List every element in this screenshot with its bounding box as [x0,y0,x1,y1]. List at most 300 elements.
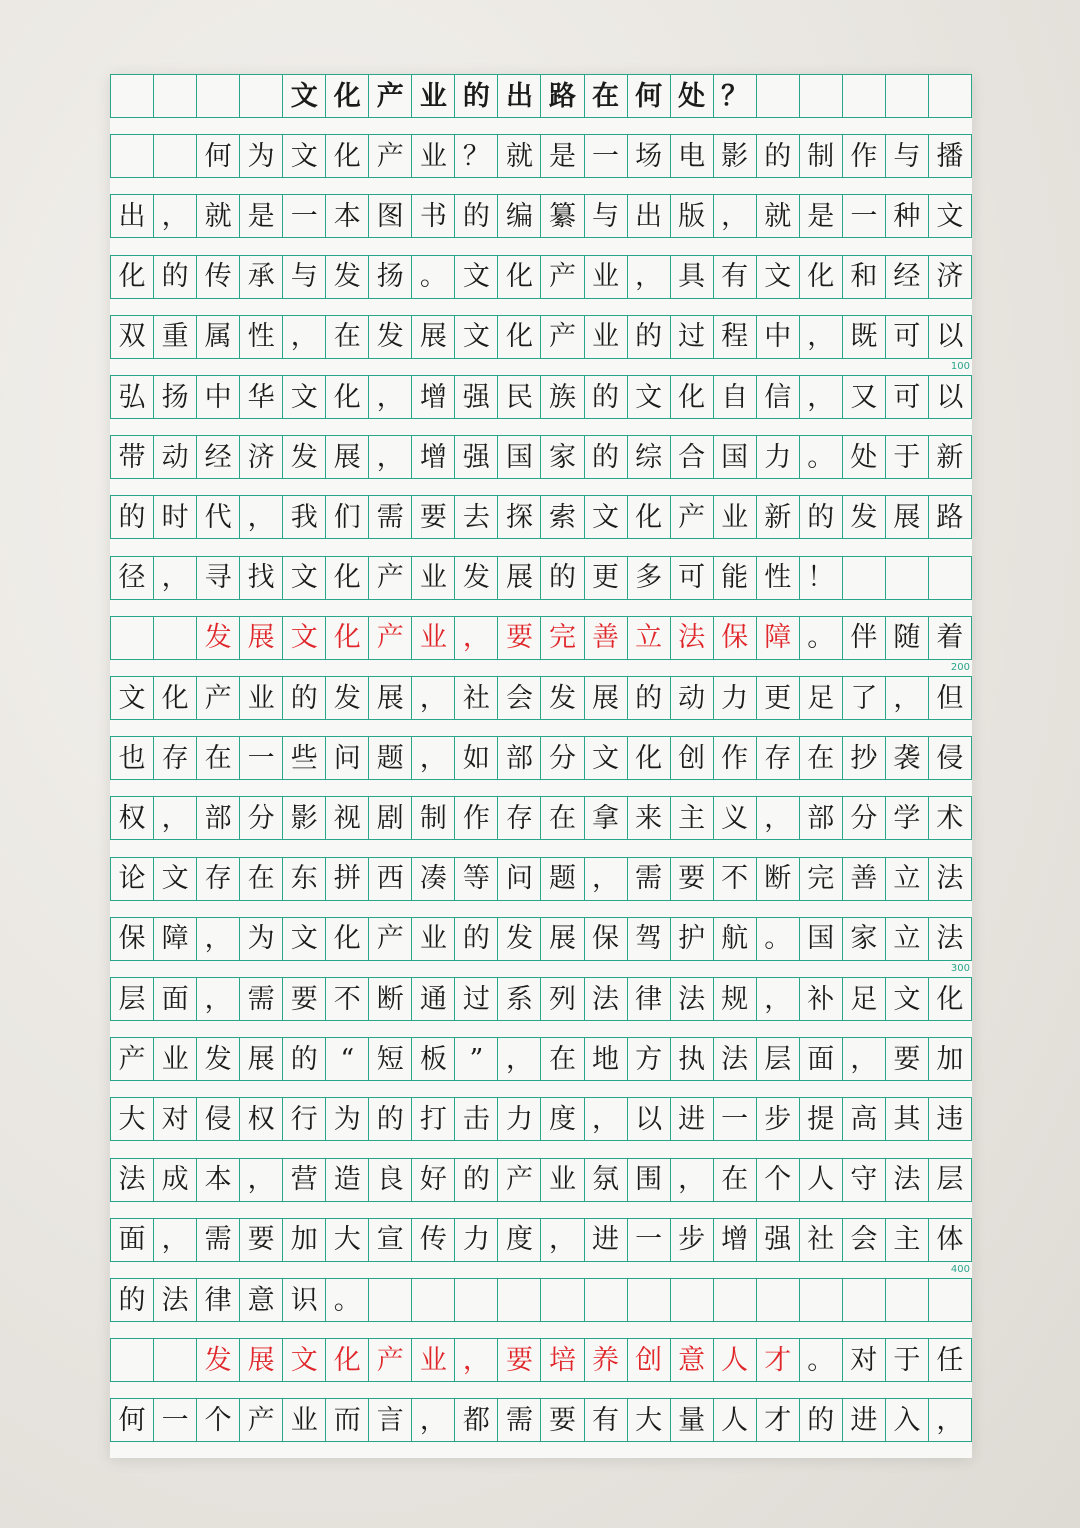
character-cell: 创 [670,737,713,779]
character-cell: ， [153,557,196,599]
empty-cell [411,1279,454,1321]
character-cell: 过 [454,978,497,1020]
text-row [110,676,972,720]
text-row [110,1218,972,1262]
character-cell: 护 [670,918,713,960]
character-cell: 在 [713,1159,756,1201]
character-cell: 拿 [584,797,627,839]
character-cell: 发 [282,436,325,478]
character-cell: 文 [153,858,196,900]
character-cell: 养 [584,1339,627,1381]
character-cell: 就 [497,135,540,177]
character-cell: 找 [239,557,282,599]
character-cell: 的 [118,1284,146,1316]
empty-cell [799,1279,842,1321]
character-cell: 良 [368,1159,411,1201]
character-cell: 大 [325,1219,368,1261]
character-cell: 步 [756,1098,799,1140]
character-cell: 发 [368,316,411,358]
character-cell: 宣 [368,1219,411,1261]
character-cell: 识 [282,1279,325,1321]
empty-cell [885,1279,928,1321]
character-cell: 。 [799,1339,842,1381]
character-cell: 化 [325,557,368,599]
character-cell: 处 [670,75,713,117]
character-cell: 义 [713,797,756,839]
character-cell: 存 [196,858,239,900]
empty-cell [584,1279,627,1321]
character-cell: 增 [411,376,454,418]
character-cell: 面 [153,978,196,1020]
character-cell: ， [584,858,627,900]
character-cell: 行 [282,1098,325,1140]
character-cell: 出 [627,195,670,237]
character-cell: 入 [885,1399,928,1441]
character-cell: 化 [325,1339,368,1381]
character-cell: 完 [799,858,842,900]
character-cell: 业 [584,256,627,298]
character-cell: 何 [118,1404,146,1436]
character-cell: 家 [842,918,885,960]
character-cell: 更 [756,677,799,719]
character-cell: 文 [282,617,325,659]
character-cell: 本 [196,1159,239,1201]
text-row [110,1097,972,1141]
character-cell: 问 [325,737,368,779]
character-cell: 以 [627,1098,670,1140]
character-cell: 方 [627,1038,670,1080]
character-cell: 一 [842,195,885,237]
character-cell: 氛 [584,1159,627,1201]
character-cell: 要 [282,978,325,1020]
character-cell: 层 [756,1038,799,1080]
empty-cell [842,1279,885,1321]
character-cell: 规 [713,978,756,1020]
text-row [110,796,972,840]
character-cell: 法 [885,1159,928,1201]
character-cell: 发 [454,557,497,599]
character-cell: 进 [842,1399,885,1441]
empty-cell [928,557,971,599]
character-cell: 的 [584,436,627,478]
character-cell: 业 [282,1399,325,1441]
character-cell: 传 [411,1219,454,1261]
character-cell: 寻 [196,557,239,599]
text-row [110,1158,972,1202]
character-cell: 力 [497,1098,540,1140]
character-cell: 执 [670,1038,713,1080]
character-cell: 出 [497,75,540,117]
character-cell: 提 [799,1098,842,1140]
character-cell: 场 [627,135,670,177]
character-cell: 强 [756,1219,799,1261]
character-cell: 。 [799,617,842,659]
character-cell: 要 [497,617,540,659]
character-cell: 新 [928,436,971,478]
character-cell: 言 [368,1399,411,1441]
character-cell: 量 [670,1399,713,1441]
character-cell: 更 [584,557,627,599]
character-cell: 的 [454,1159,497,1201]
character-cell: 会 [497,677,540,719]
character-cell: 属 [196,316,239,358]
empty-cell [756,1279,799,1321]
character-cell: “ [325,1038,368,1080]
character-cell: 文 [584,737,627,779]
character-cell: 抄 [842,737,885,779]
character-cell: 面 [118,1224,146,1256]
character-cell: 法 [670,978,713,1020]
character-cell: 社 [454,677,497,719]
character-cell: 要 [411,496,454,538]
character-cell: 补 [799,978,842,1020]
character-cell: 的 [799,496,842,538]
character-cell: 家 [540,436,583,478]
character-cell: 保 [584,918,627,960]
character-cell: ， [153,195,196,237]
character-cell: 弘 [118,381,146,413]
character-cell: 电 [670,135,713,177]
character-cell: 人 [713,1339,756,1381]
character-cell: 过 [670,316,713,358]
character-cell: 业 [411,617,454,659]
character-cell: 侵 [928,737,971,779]
character-cell: 经 [885,256,928,298]
character-cell: 才 [756,1339,799,1381]
character-cell: ” [454,1038,497,1080]
character-cell: 法 [153,1279,196,1321]
character-cell: 性 [239,316,282,358]
word-count-marker: 100 [950,360,970,372]
character-cell: 出 [118,200,146,232]
character-cell: 展 [411,316,454,358]
character-cell: 可 [885,376,928,418]
character-cell: 题 [368,737,411,779]
character-cell: 善 [584,617,627,659]
character-cell: 济 [928,256,971,298]
character-cell: 高 [842,1098,885,1140]
character-cell: 守 [842,1159,885,1201]
character-cell: 在 [325,316,368,358]
character-cell: 好 [411,1159,454,1201]
empty-cell [885,75,928,117]
character-cell: 板 [411,1038,454,1080]
empty-cell [111,75,153,117]
text-row [110,134,972,178]
character-cell: 要 [670,858,713,900]
character-cell: 产 [196,677,239,719]
empty-cell [196,75,239,117]
character-cell: 影 [282,797,325,839]
character-cell: 的 [627,316,670,358]
empty-cell [153,75,196,117]
character-cell: ， [196,918,239,960]
character-cell: 侵 [196,1098,239,1140]
text-row [110,977,972,1021]
empty-cell [928,75,971,117]
character-cell: 文 [584,496,627,538]
character-cell: 题 [540,858,583,900]
character-cell: 为 [325,1098,368,1140]
character-cell: 的 [368,1098,411,1140]
text-row [110,616,972,660]
character-cell: 探 [497,496,540,538]
character-cell: 击 [454,1098,497,1140]
character-cell: 地 [584,1038,627,1080]
character-cell: ， [368,436,411,478]
character-cell: ， [627,256,670,298]
character-cell: 化 [325,918,368,960]
character-cell: 本 [325,195,368,237]
character-cell: 产 [368,1339,411,1381]
character-cell: ， [239,496,282,538]
character-cell: 业 [540,1159,583,1201]
character-cell: 断 [756,858,799,900]
character-cell: 作 [713,737,756,779]
character-cell: 制 [411,797,454,839]
empty-cell [497,1279,540,1321]
character-cell: 带 [118,441,146,473]
character-cell: 国 [497,436,540,478]
character-cell: 展 [239,617,282,659]
character-cell: 文 [282,918,325,960]
character-cell: 文 [282,75,325,117]
character-cell: 就 [196,195,239,237]
text-row [110,917,972,961]
character-cell: 化 [497,316,540,358]
character-cell: 发 [196,617,239,659]
character-cell: 在 [799,737,842,779]
character-cell: 编 [497,195,540,237]
text-row [110,315,972,359]
character-cell: 层 [118,983,146,1015]
character-cell: 文 [454,256,497,298]
character-cell: 产 [239,1399,282,1441]
character-cell: 保 [713,617,756,659]
character-cell: 个 [196,1399,239,1441]
character-cell: ， [713,195,756,237]
character-cell: 意 [670,1339,713,1381]
character-cell: 一 [627,1219,670,1261]
character-cell: 需 [627,858,670,900]
character-cell: 但 [928,677,971,719]
character-cell: 人 [799,1159,842,1201]
character-cell: 国 [713,436,756,478]
character-cell: 发 [196,1339,239,1381]
character-cell: 法 [584,978,627,1020]
character-cell: 影 [713,135,756,177]
character-cell: ？ [713,75,756,117]
character-cell: ， [153,1219,196,1261]
character-cell: 产 [368,617,411,659]
character-cell: 个 [756,1159,799,1201]
character-cell: 增 [411,436,454,478]
character-cell: 化 [928,978,971,1020]
character-cell: 信 [756,376,799,418]
character-cell: 营 [282,1159,325,1201]
character-cell: 济 [239,436,282,478]
character-cell: 化 [325,617,368,659]
character-cell: 。 [411,256,454,298]
character-cell: 发 [842,496,885,538]
empty-cell [153,135,196,177]
character-cell: 化 [325,376,368,418]
character-cell: 制 [799,135,842,177]
character-cell: 产 [368,75,411,117]
character-cell: 在 [540,797,583,839]
character-cell: 纂 [540,195,583,237]
character-cell: 化 [325,75,368,117]
character-cell: 也 [118,742,146,774]
character-cell: 成 [153,1159,196,1201]
character-cell: 一 [153,1399,196,1441]
character-cell: 路 [540,75,583,117]
character-cell: 任 [928,1339,971,1381]
text-row [110,375,972,419]
character-cell: 拼 [325,858,368,900]
character-cell: 文 [885,978,928,1020]
character-cell: 些 [282,737,325,779]
character-cell: 为 [239,918,282,960]
character-cell: 部 [196,797,239,839]
character-cell: 版 [670,195,713,237]
character-cell: 违 [928,1098,971,1140]
character-cell: 面 [799,1038,842,1080]
character-cell: ， [928,1399,971,1441]
character-cell: 业 [411,75,454,117]
character-cell: 产 [118,1043,146,1075]
character-cell: 性 [756,557,799,599]
character-cell: 凑 [411,858,454,900]
character-cell: 障 [756,617,799,659]
character-cell: 一 [713,1098,756,1140]
character-cell: 打 [411,1098,454,1140]
character-cell: 需 [368,496,411,538]
empty-cell [540,1279,583,1321]
character-cell: 作 [842,135,885,177]
character-cell: 中 [196,376,239,418]
character-cell: 展 [368,677,411,719]
character-cell: 的 [282,1038,325,1080]
character-cell: 要 [540,1399,583,1441]
character-cell: 视 [325,797,368,839]
character-cell: 力 [713,677,756,719]
character-cell: ， [885,677,928,719]
character-cell: 的 [756,135,799,177]
character-cell: 化 [799,256,842,298]
character-cell: 大 [118,1103,146,1135]
character-cell: 书 [411,195,454,237]
character-cell: 保 [118,923,146,955]
character-cell: 产 [540,256,583,298]
character-cell: 展 [325,436,368,478]
character-cell: 路 [928,496,971,538]
character-cell: 进 [584,1219,627,1261]
character-cell: 。 [799,436,842,478]
character-cell: 民 [497,376,540,418]
character-cell: 传 [196,256,239,298]
text-row [110,1338,972,1382]
character-cell: 在 [584,75,627,117]
character-cell: 何 [196,135,239,177]
empty-cell [153,1339,196,1381]
character-cell: 加 [928,1038,971,1080]
character-cell: 我 [282,496,325,538]
character-cell: 完 [540,617,583,659]
character-cell: 法 [928,858,971,900]
character-cell: 展 [885,496,928,538]
empty-cell [153,617,196,659]
text-row [110,556,972,600]
character-cell: 有 [584,1399,627,1441]
character-cell: ， [153,797,196,839]
character-cell: ， [454,617,497,659]
character-cell: 与 [584,195,627,237]
character-cell: 航 [713,918,756,960]
text-row [110,1037,972,1081]
character-cell: 西 [368,858,411,900]
character-cell: 而 [325,1399,368,1441]
character-cell: 动 [153,436,196,478]
character-cell: 又 [842,376,885,418]
character-cell: 于 [885,1339,928,1381]
character-cell: 主 [885,1219,928,1261]
character-cell: 种 [885,195,928,237]
character-cell: 以 [928,316,971,358]
character-cell: 文 [756,256,799,298]
character-cell: ？ [454,135,497,177]
character-cell: 的 [454,195,497,237]
character-cell: 代 [196,496,239,538]
character-cell: 的 [627,677,670,719]
character-cell: 文 [627,376,670,418]
text-row [110,495,972,539]
character-cell: 图 [368,195,411,237]
character-cell: 足 [842,978,885,1020]
character-cell: 围 [627,1159,670,1201]
character-cell: 文 [282,135,325,177]
text-row [110,435,972,479]
character-cell: 才 [756,1399,799,1441]
character-cell: 强 [454,436,497,478]
character-cell: 索 [540,496,583,538]
character-cell: 是 [799,195,842,237]
character-cell: 进 [670,1098,713,1140]
character-cell: 化 [118,261,146,293]
character-cell: 主 [670,797,713,839]
character-cell: 业 [411,135,454,177]
character-cell: 培 [540,1339,583,1381]
character-cell: 法 [670,617,713,659]
character-cell: 与 [885,135,928,177]
character-cell: 多 [627,557,670,599]
character-cell: 发 [540,677,583,719]
character-cell: 承 [239,256,282,298]
character-cell: 在 [239,858,282,900]
text-row [110,736,972,780]
character-cell: 短 [368,1038,411,1080]
character-cell: 分 [239,797,282,839]
character-cell: 律 [196,1279,239,1321]
character-cell: ， [799,316,842,358]
character-cell: 。 [756,918,799,960]
character-cell: 为 [239,135,282,177]
character-cell: 和 [842,256,885,298]
character-cell: ， [756,978,799,1020]
character-cell: 以 [928,376,971,418]
character-cell: 一 [239,737,282,779]
character-cell: 可 [885,316,928,358]
